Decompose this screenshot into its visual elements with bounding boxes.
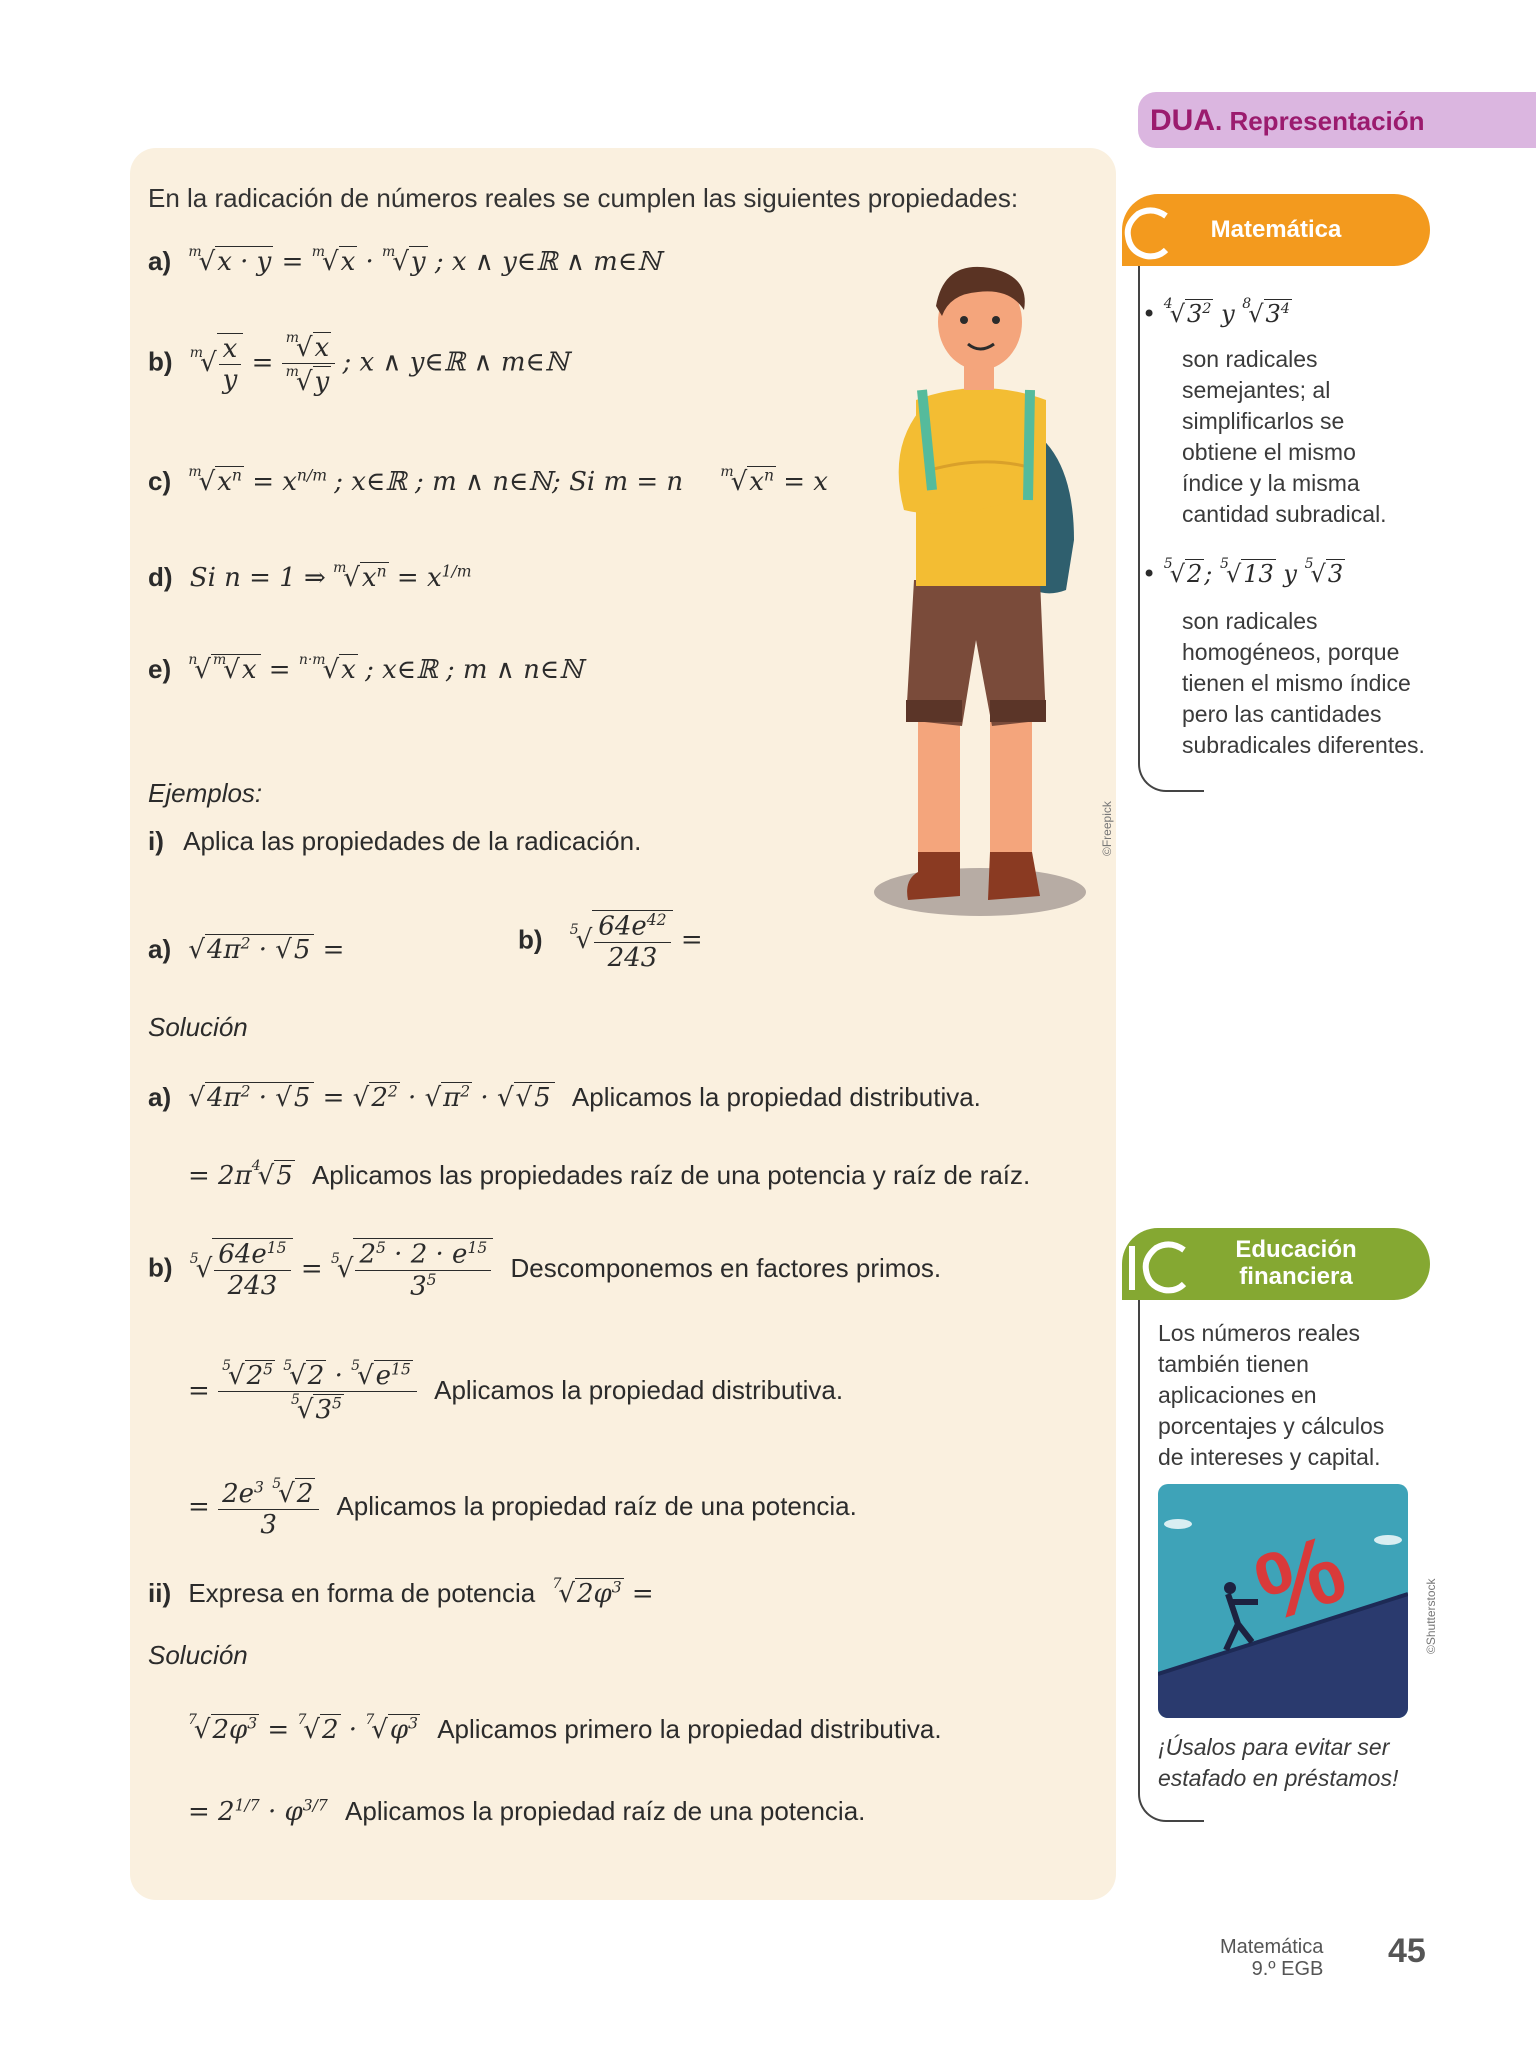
intro-text: En la radicación de números reales se cumplen las siguientes propiedades: xyxy=(148,183,1019,213)
solution-ii-line2: = $2^{1/7} \cdot \varphi^{3/7}$ Aplicamos la propiedad raíz de una potencia. xyxy=(188,1796,866,1827)
d-prefix: Si n = 1 ⇒ xyxy=(189,563,326,593)
sol-b1-note: Descomponemos en factores primos. xyxy=(510,1252,942,1283)
sol-b2-note: Aplicamos la propiedad distributiva. xyxy=(434,1374,844,1405)
finance-illustration xyxy=(1158,1484,1408,1718)
label-i: i) xyxy=(148,826,164,856)
label-d: d) xyxy=(148,562,173,592)
solution-a-line2: = $2\pi^4√5$ Aplicamos las propiedades raíz de una potencia y raíz de raíz. xyxy=(188,1158,1031,1191)
sidebar2-tab-line2: financiera xyxy=(1239,1263,1353,1290)
sidebar1-tab-label: Matemática xyxy=(1210,216,1342,243)
property-b: b) $^m$√ $\frac{x}{y}$ = $\frac{^m√x}{^m√y}$ ; x ∧ y∈ℝ ∧ m∈ℕ xyxy=(148,330,569,397)
property-e: e) $^n$√ $^m$√x = $^{n\cdot m}$√x ; x∈ℝ ; m ∧ n∈ℕ xyxy=(148,652,583,685)
cond-c: ; x∈ℝ ; m ∧ n∈ℕ; Si m = n xyxy=(334,467,684,497)
dua-strong: DUA xyxy=(1150,104,1215,137)
ejemplos-title: Ejemplos: xyxy=(148,778,263,808)
solution-ii-line1: $^7√2\varphi^3 = ^7√2 \cdot ^7√\varphi^3$ Aplicamos primero la propiedad distributiva. xyxy=(188,1712,942,1745)
solution-b-line2: = $\frac{^5√2^5 ^5√2 \cdot ^5√e^{15}}{^5√3^5}$ Aplicamos la propiedad distributiva. xyxy=(188,1358,844,1425)
footer-grade: 9.º EGB xyxy=(1251,1958,1324,1980)
property-d: d) Si n = 1 ⇒ $^m√x^n = x^{1/m}$ xyxy=(148,560,472,593)
exercise-b: b) $^5$√ $\frac{64e^{42}}{243}$ = xyxy=(518,911,703,973)
percent-sign: % xyxy=(1243,1514,1358,1643)
student-illustration xyxy=(860,260,1100,920)
sidebar2-body: Los números reales también tienen aplicaciones en porcentajes y cálculos de intereses y capital. xyxy=(1158,1320,1385,1470)
property-c: c) $^m√x^n = x^{n/m}$ ; x∈ℝ ; m ∧ n∈ℕ; Si m = n $^m√x^n = x$ xyxy=(148,464,828,497)
sidebar1-item1: son radicales semejantes; al simplificarlos se obtiene el mismo índice y la misma cantidad subradical. xyxy=(1182,346,1387,527)
credit-shutterstock: ©Shutterstock xyxy=(1424,1578,1438,1654)
sidebar1-item2: son radicales homogéneos, porque tienen el mismo índice pero las cantidades subradicales diferentes. xyxy=(1182,608,1425,758)
cond-e: ; x∈ℝ ; m ∧ n∈ℕ xyxy=(365,655,583,685)
cond-a: ; x ∧ y∈ℝ ∧ m∈ℕ xyxy=(434,247,661,277)
ejemplo-i-text: Aplica las propiedades de la radicación. xyxy=(183,826,642,856)
sol-b3-note: Aplicamos la propiedad raíz de una potencia. xyxy=(336,1491,857,1521)
exercise-a-label: a) xyxy=(148,934,172,964)
sol-a1-note: Aplicamos la propiedad distributiva. xyxy=(571,1082,981,1112)
sidebar1-formula1: • $^4√3^2$ y $^8√3^4$ xyxy=(1142,296,1290,328)
c-end: = x xyxy=(783,467,828,497)
credit-freepick: ©Freepick xyxy=(1100,801,1114,856)
label-e: e) xyxy=(148,654,172,684)
sidebar2-tab-line1: Educación xyxy=(1235,1236,1357,1263)
ejemplo-i xyxy=(148,826,641,857)
footer-subject xyxy=(1220,1936,1323,1980)
sol-ii2-note: Aplicamos la propiedad raíz de una potencia. xyxy=(345,1796,866,1826)
label-a: a) xyxy=(148,246,172,276)
sol-a-label: a) xyxy=(148,1082,172,1112)
cond-b: ; x ∧ y∈ℝ ∧ m∈ℕ xyxy=(342,347,569,378)
footer-subject-name: Matemática xyxy=(1220,1936,1324,1958)
page-number: 45 xyxy=(1388,1932,1426,1970)
ii-text: Expresa en forma de potencia xyxy=(188,1578,536,1608)
sidebar2-italic: ¡Úsalos para evitar ser estafado en préstamos! xyxy=(1158,1734,1399,1791)
sol-b-label: b) xyxy=(148,1252,173,1283)
sidebar1-formula2: • $^5$√2; $^5$√13 y $^5$√3 xyxy=(1142,556,1344,588)
exercise-b-label: b) xyxy=(518,924,543,955)
dua-rest: . Representación xyxy=(1215,106,1425,136)
label-b: b) xyxy=(148,346,173,377)
solucion2-title: Solución xyxy=(148,1640,248,1670)
solution-b-line1: b) $^5$√ $\frac{64e^{15}}{243}$ = $^5$√ $\frac{2^5 \cdot 2 \cdot e^{15}}{3^5}$ Descomponemos en factores primos. xyxy=(148,1239,942,1302)
exercise-ii: ii) Expresa en forma de potencia $^7√2\varphi^3$ = xyxy=(148,1576,654,1609)
sol-ii1-note: Aplicamos primero la propiedad distributiva. xyxy=(437,1714,942,1744)
sidebar1-tab xyxy=(1122,194,1430,266)
label-c: c) xyxy=(148,466,172,496)
solucion1-title: Solución xyxy=(148,1012,248,1042)
label-ii: ii) xyxy=(148,1578,172,1608)
exercise-a: a) $√4\pi^2 \cdot √5$ = xyxy=(148,934,345,965)
solution-b-line3: = $\frac{2e^3 ^5√2}{3}$ Aplicamos la propiedad raíz de una potencia. xyxy=(188,1476,857,1540)
sidebar2-tab xyxy=(1122,1228,1430,1300)
property-a: a) $^m$√x · y = $^m$√x · $^m$√y ; x ∧ y∈ℝ ∧ m∈ℕ xyxy=(148,244,661,277)
dua-header xyxy=(1138,92,1536,148)
sol-a2-note: Aplicamos las propiedades raíz de una potencia y raíz de raíz. xyxy=(311,1160,1031,1190)
solution-a-line1: a) $√4\pi^2 \cdot √5 = √2^2 \cdot √\pi^2 \cdot √√5$ Aplicamos la propiedad distributiva. xyxy=(148,1082,981,1113)
